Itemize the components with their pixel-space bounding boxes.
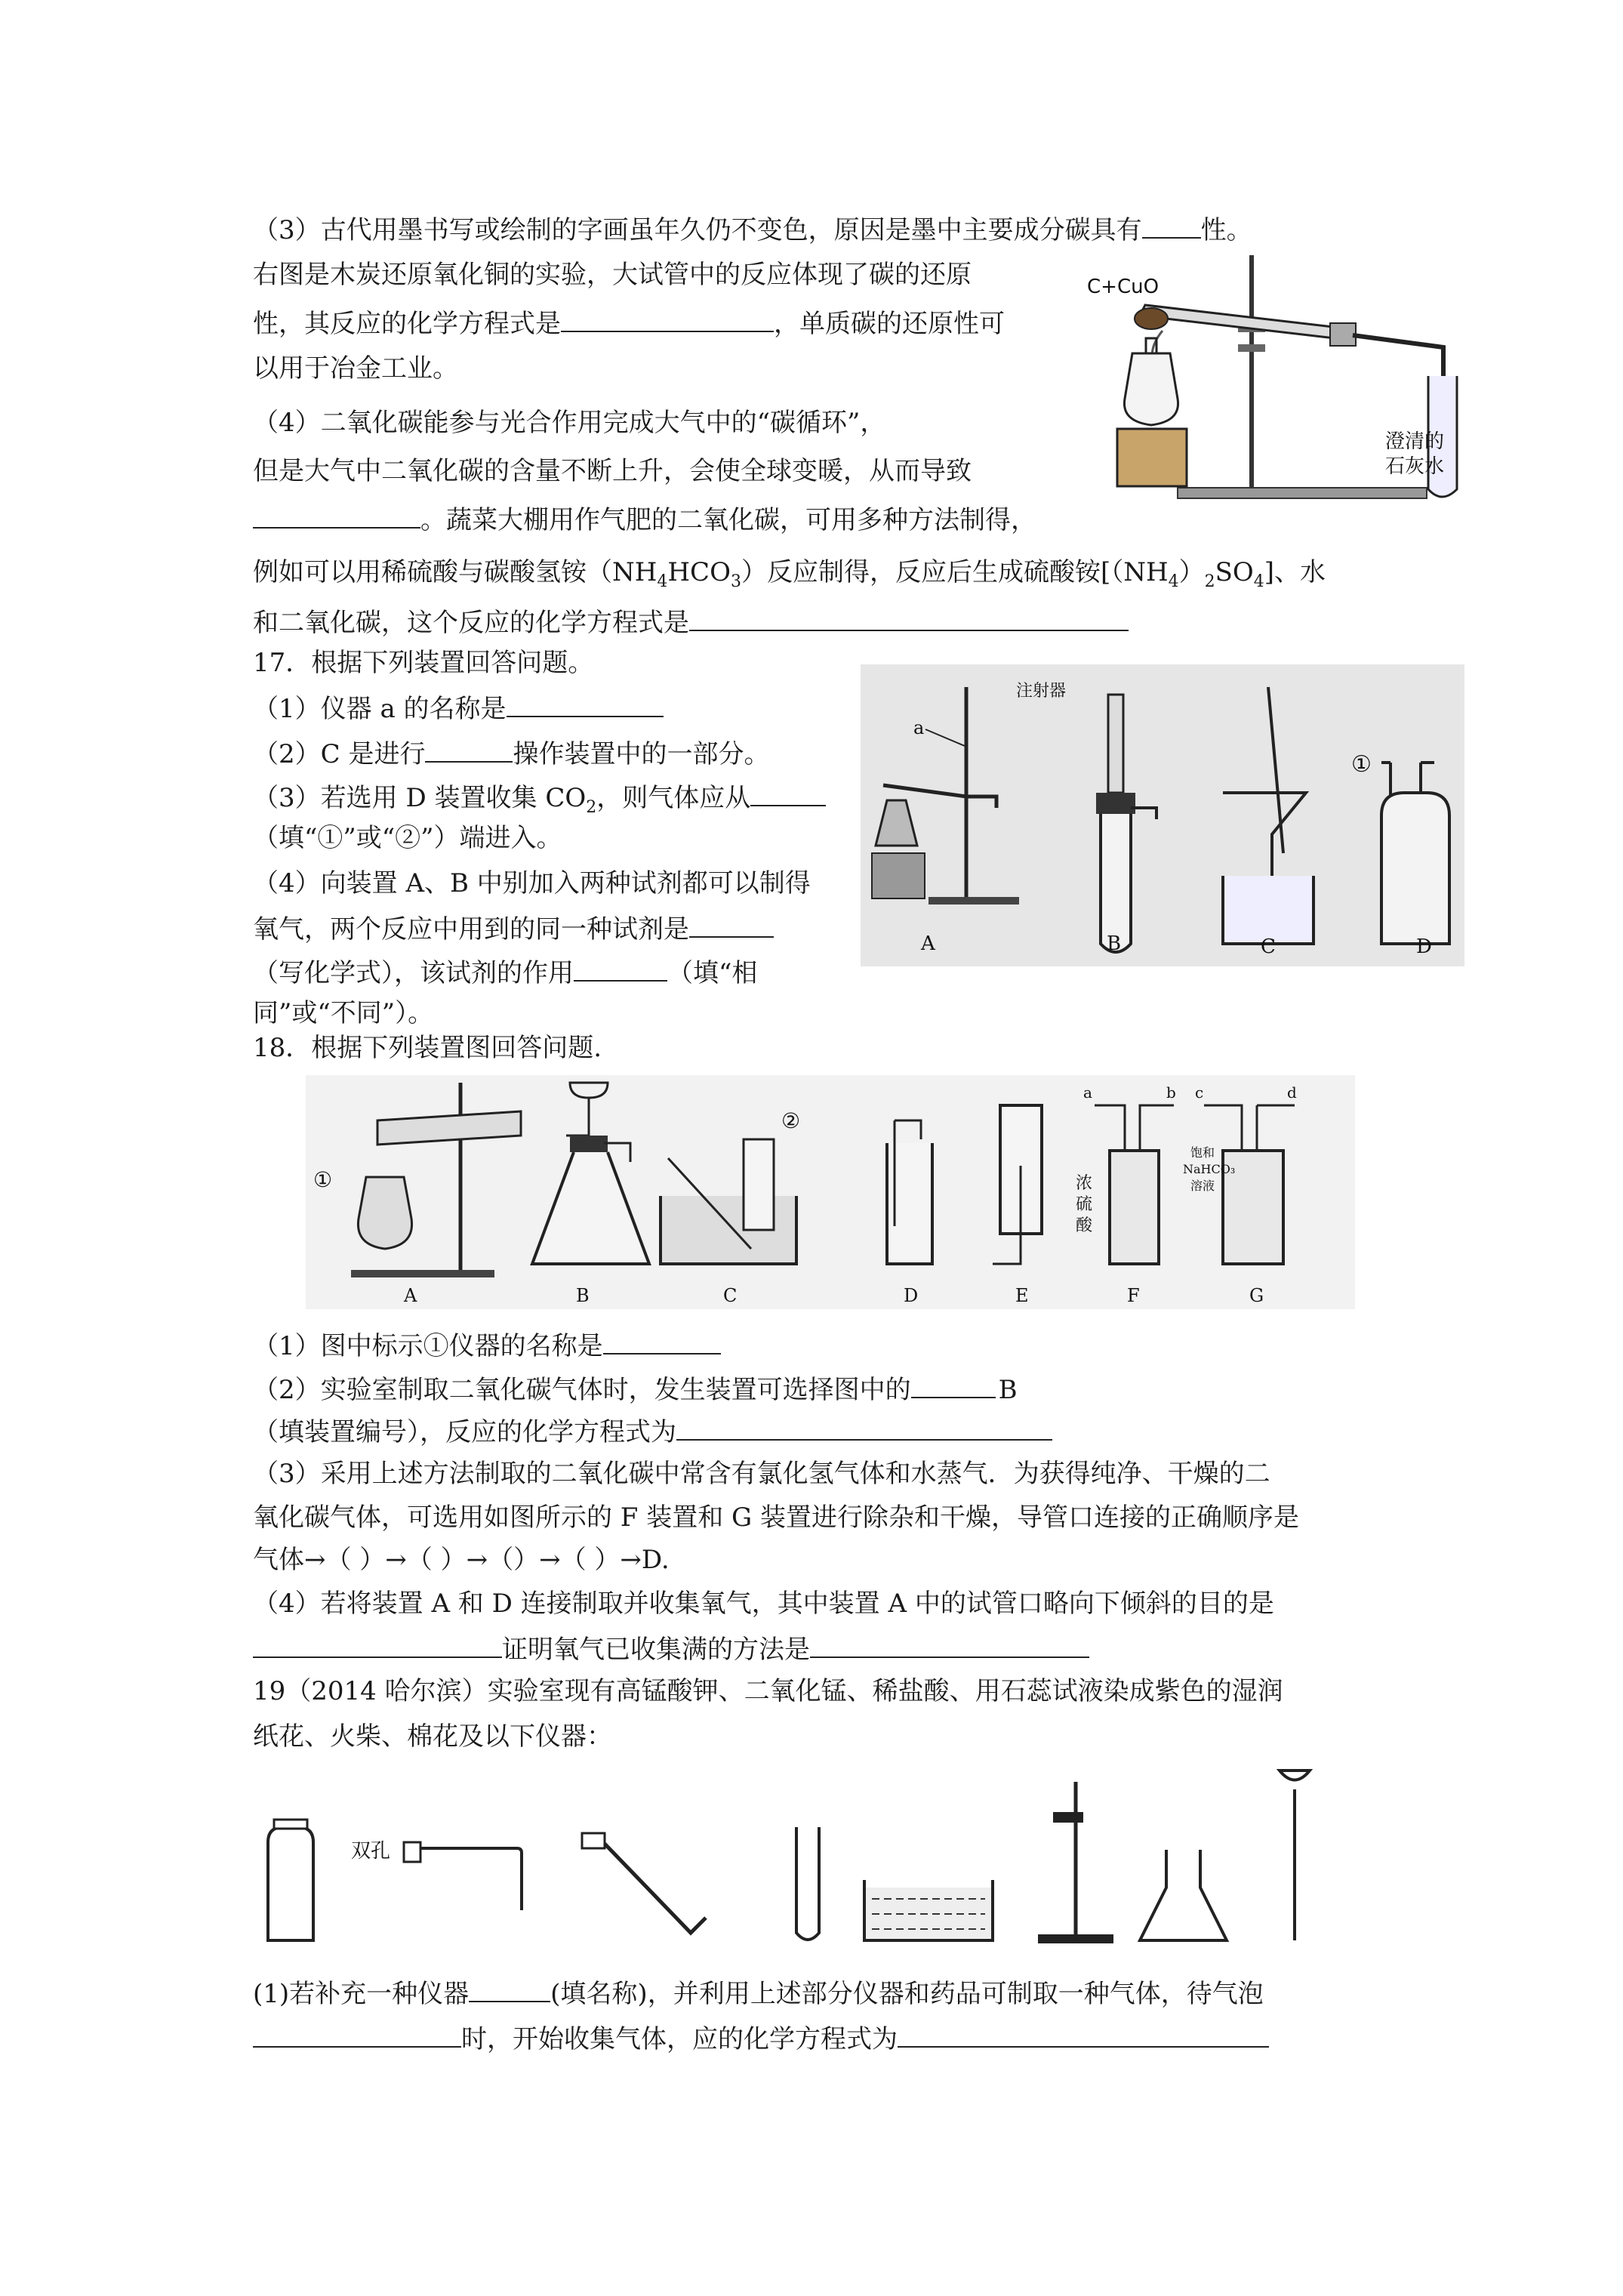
q16-line-4b: 但是大气中二氧化碳的含量不断上升，会使全球变暖，从而导致 (253, 456, 972, 486)
mark-1: ① (313, 1167, 333, 1192)
q19-instruments-figure (253, 1767, 1385, 1948)
answer-blank[interactable] (911, 1373, 996, 1398)
q16-line-4d: 例如可以用稀硫酸与碳酸氢铵$(NH_4HCO_3)$反应制得，反应后生成硫酸铵$[(NH_4)_2SO_4]$、水 (253, 557, 1326, 591)
q19-line-1b: 时，开始收集气体，应的化学方程式为 (253, 2022, 1269, 2054)
q17-line-4b: 氧气，两个反应中用到的同一种试剂是 (253, 912, 774, 945)
q17-line-4a: （4）向装置 A、B 中别加入两种试剂都可以制得 (253, 868, 811, 898)
apparatus-label-c: C (1261, 935, 1276, 958)
apparatus-label-b: B (1107, 932, 1122, 955)
q18-line-1: （1）图中标示①仪器的名称是 (253, 1329, 721, 1361)
g-text-2: NaHCO₃ (1183, 1162, 1236, 1176)
q16-line-3a: （3）古代用墨书写或绘制的字画虽年久仍不变色，原因是墨中主要成分碳具有 性。 (253, 213, 1252, 245)
q16-line-4a: （4）二氧化碳能参与光合作用完成大气中的“碳循环”， (253, 408, 886, 438)
label-G: G (1249, 1285, 1264, 1306)
q16-line-4c: 。蔬菜大棚用作气肥的二氧化碳，可用多种方法制得， (253, 503, 1036, 535)
q17-line-1: （1）仪器 a 的名称是 (253, 692, 664, 724)
answer-blank[interactable] (676, 1415, 1052, 1441)
q18-line-2b: （填装置编号），反应的化学方程式为 (253, 1415, 1052, 1447)
syringe-label: 注射器 (1016, 682, 1067, 701)
q17-line-4c: （写化学式），该试剂的作用 （填“相 (253, 956, 757, 988)
port-b: b (1166, 1083, 1176, 1102)
limewater-label-2: 石灰水 (1385, 455, 1445, 478)
port-d: d (1287, 1083, 1297, 1102)
label-C: C (723, 1285, 738, 1306)
q18-title: 18．根据下列装置图回答问题. (253, 1033, 602, 1063)
q18-line-4a: （4）若将装置 A 和 D 连接制取并收集氧气，其中装置 A 中的试管口略向下倾斜的目的是 (253, 1589, 1274, 1619)
q16-line-3d: 以用于冶金工业。 (253, 353, 458, 384)
answer-blank[interactable] (603, 1329, 721, 1354)
answer-blank[interactable] (689, 606, 1129, 631)
g-text-1: 饱和 (1190, 1145, 1215, 1160)
label-a: a (913, 717, 925, 738)
double-hole-label: 双孔 (351, 1840, 391, 1863)
reactant-label: C+CuO (1087, 276, 1160, 298)
answer-blank[interactable] (750, 781, 826, 806)
f-text-3: 酸 (1076, 1216, 1093, 1235)
q18-line-4b: 证明氧气已收集满的方法是 (253, 1632, 1089, 1665)
q17-apparatus-figure (861, 664, 1464, 966)
q17-line-3c: （填“①”或“②”）端进入。 (253, 823, 562, 853)
q16-line-3b: 右图是木炭还原氧化铜的实验，大试管中的反应体现了碳的还原 (253, 260, 972, 290)
answer-blank[interactable] (253, 1632, 502, 1658)
q17-title: 17．根据下列装置回答问题。 (253, 648, 594, 678)
answer-blank[interactable] (810, 1632, 1089, 1658)
answer-blank[interactable] (1142, 213, 1201, 239)
answer-blank[interactable] (574, 956, 667, 982)
mark-2: ② (781, 1108, 801, 1133)
answer-blank[interactable] (898, 2022, 1269, 2048)
q17-line-2: （2）C 是进行 操作装置中的一部分。 (253, 737, 769, 769)
label-A: A (404, 1285, 417, 1306)
q17-line-4d: 同”或“不同”）。 (253, 998, 434, 1028)
answer-blank[interactable] (689, 912, 774, 938)
q17-line-3: （3）若选用 D 装置收集 $CO_2$，则气体应从 (253, 781, 826, 823)
q19-line-0a: 19（2014 哈尔滨）实验室现有高锰酸钾、二氧化锰、稀盐酸、用石蕊试液染成紫色的湿润 (253, 1676, 1283, 1706)
q18-line-3a: （3）采用上述方法制取的二氧化碳中常含有氯化氢气体和水蒸气．为获得纯净、干燥的二 (253, 1459, 1270, 1489)
label-D: D (904, 1285, 919, 1306)
label-B: B (576, 1285, 590, 1306)
q18-line-2a: （2）实验室制取二氧化碳气体时，发生装置可选择图中的 B (253, 1373, 1018, 1405)
q19-line-1a: (1)若补充一种仪器 (填名称)，并利用上述部分仪器和药品可制取一种气体，待气泡 (253, 1977, 1264, 2009)
f-text-2: 硫 (1076, 1195, 1093, 1214)
port-a: a (1083, 1083, 1092, 1102)
answer-blank[interactable] (425, 737, 513, 763)
port-c: c (1195, 1083, 1204, 1102)
carbon-reduction-figure (1087, 248, 1464, 512)
q18-line-3c: 气体→（ ）→（ ）→（）→（ ）→D. (253, 1545, 670, 1575)
port-1-label: ① (1351, 751, 1372, 778)
answer-blank[interactable] (561, 307, 774, 332)
answer-blank[interactable] (469, 1977, 550, 2002)
answer-blank[interactable] (507, 692, 664, 717)
apparatus-label-a: A (921, 932, 935, 955)
apparatus-label-d: D (1416, 935, 1432, 958)
g-text-3: 溶液 (1190, 1179, 1215, 1193)
answer-blank[interactable] (253, 503, 420, 529)
answer-blank[interactable] (253, 2022, 461, 2048)
q19-line-0b: 纸花、火柴、棉花及以下仪器： (253, 1721, 612, 1752)
label-E: E (1015, 1285, 1029, 1306)
label-F: F (1127, 1285, 1140, 1306)
q16-line-3c: 性，其反应的化学方程式是 ，单质碳的还原性可 (253, 307, 1005, 339)
f-text-1: 浓 (1076, 1174, 1093, 1193)
q16-line-4e: 和二氧化碳，这个反应的化学方程式是 (253, 606, 1129, 638)
limewater-label-1: 澄清的 (1385, 430, 1445, 453)
q18-line-3b: 氧化碳气体，可选用如图所示的 F 装置和 G 装置进行除杂和干燥，导管口连接的正确顺序是 (253, 1502, 1299, 1533)
q18-apparatus-figure (306, 1075, 1355, 1309)
